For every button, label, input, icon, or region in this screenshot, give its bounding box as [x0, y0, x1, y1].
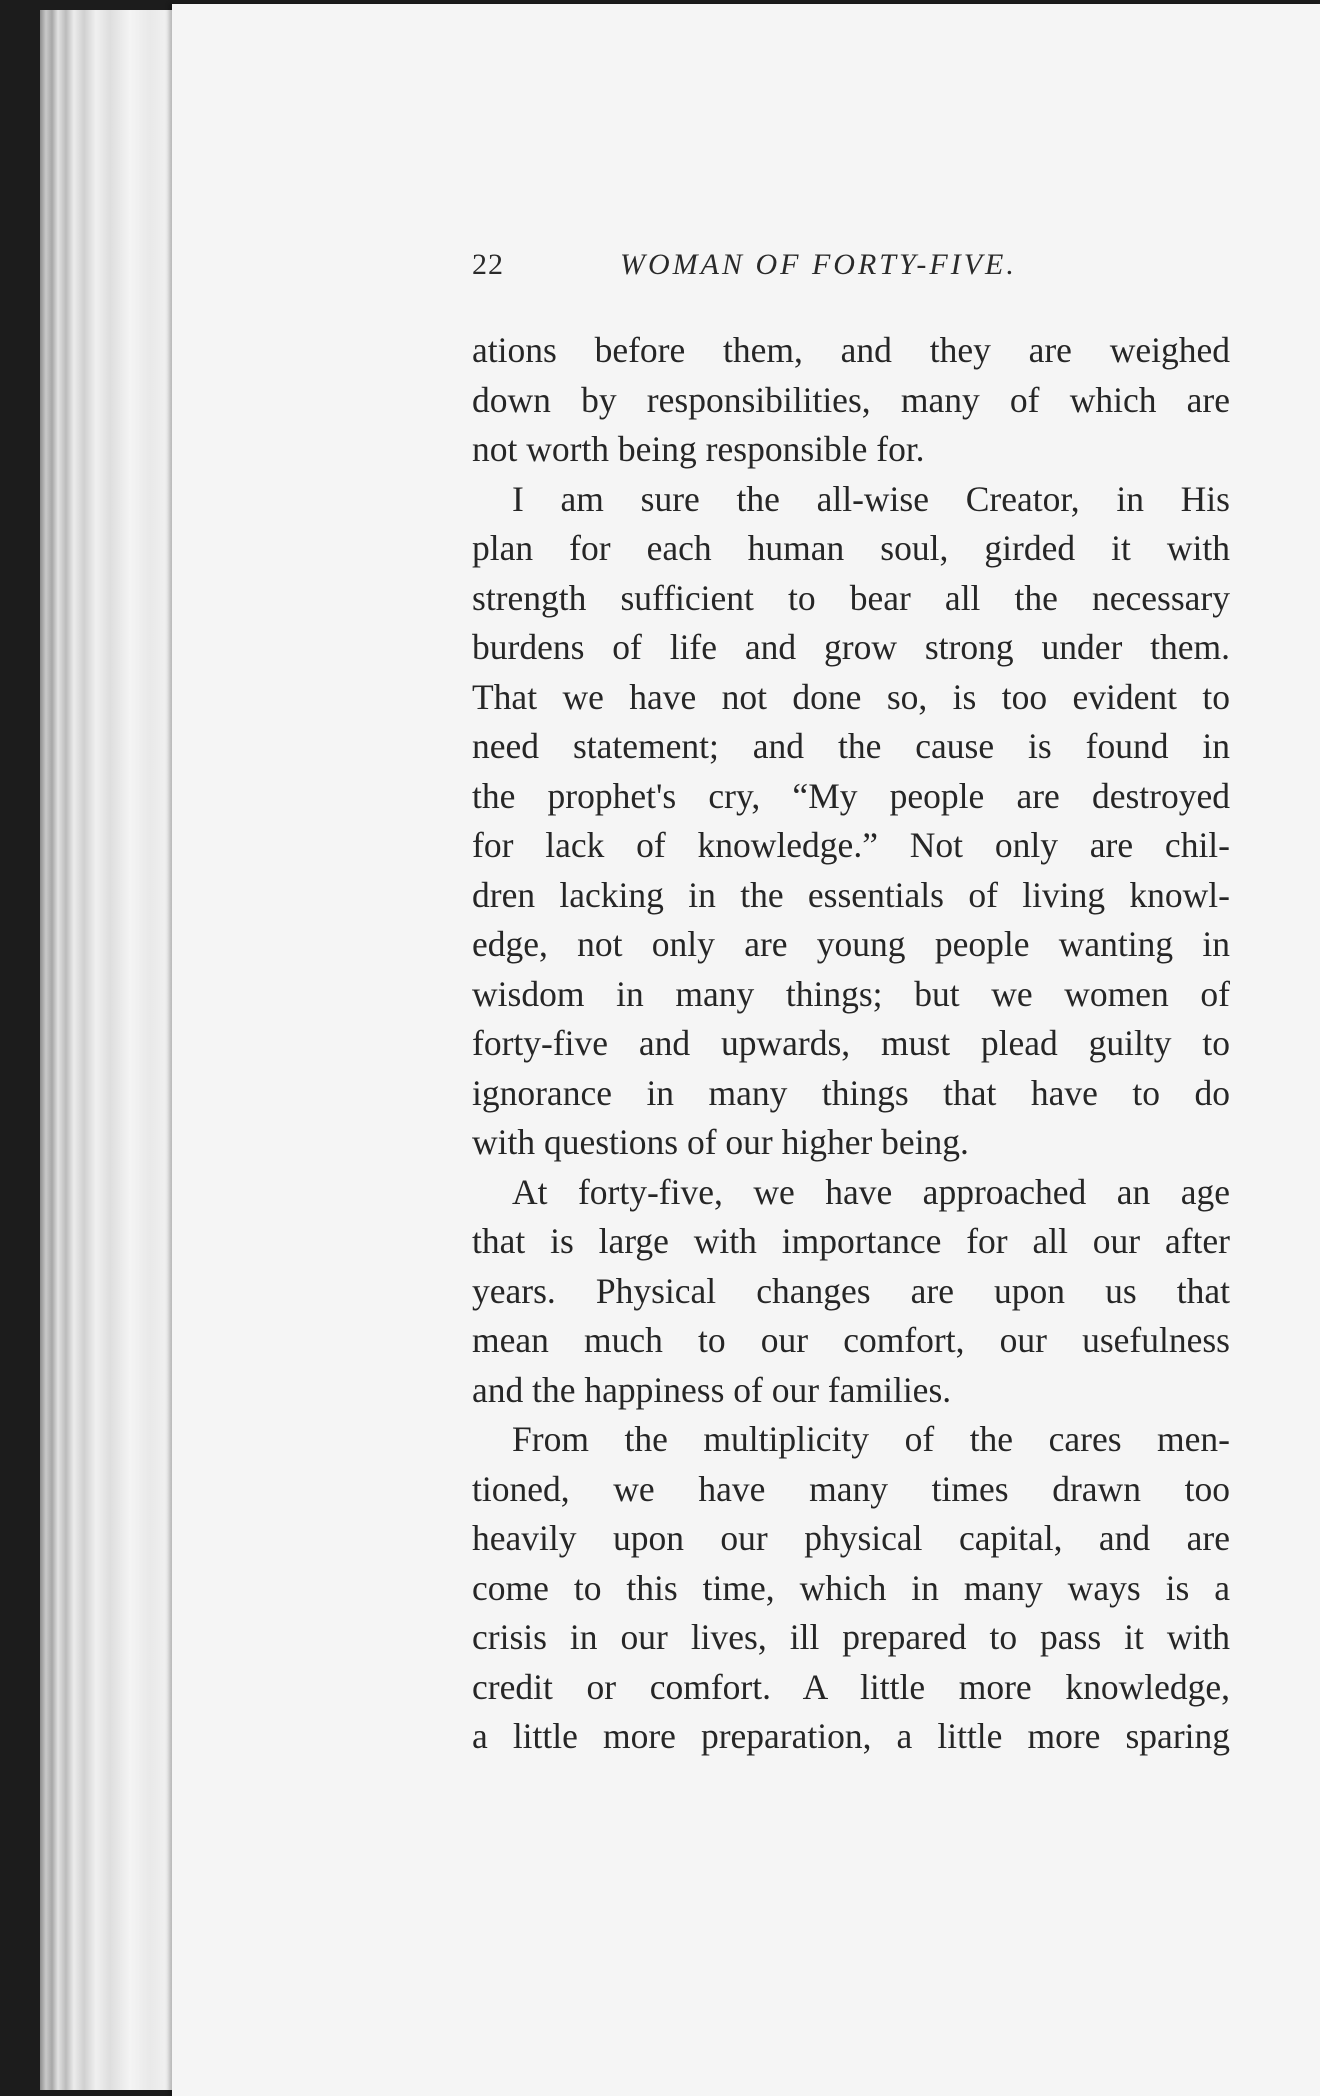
- text-line: tioned, we have many times drawn too: [472, 1468, 1230, 1509]
- paragraph: [472, 1415, 1230, 1762]
- paragraph: [472, 475, 1230, 1168]
- text-line: down by responsibilities, many of which are: [472, 379, 1230, 420]
- text-line: ations before them, and they are weighed: [472, 330, 1230, 370]
- body-text: [472, 326, 1230, 1762]
- text-line: not worth being responsible for.: [472, 429, 925, 469]
- page-number: 22: [472, 248, 504, 281]
- text-line: and the happiness of our families.: [472, 1369, 952, 1410]
- text-line: plan for each human soul, girded it with: [472, 528, 1230, 568]
- text-line: for lack of knowledge.” Not only are chil-: [472, 825, 1230, 865]
- text-line: heavily upon our physical capital, and are: [472, 1518, 1230, 1558]
- paragraph: [472, 1168, 1230, 1416]
- text-line: credit or comfort. A little more knowledge,: [472, 1666, 1230, 1707]
- text-line: the prophet's cry, “My people are destroyed: [472, 775, 1230, 816]
- text-line: That we have not done so, is too evident to: [472, 676, 1230, 717]
- paragraph: [472, 326, 1230, 475]
- text-line: with questions of our higher being.: [472, 1122, 969, 1162]
- text-line: years. Physical changes are upon us that: [472, 1270, 1230, 1311]
- text-line: a little more preparation, a little more sparing: [472, 1716, 1230, 1756]
- text-line: dren lacking in the essentials of living knowl-: [472, 874, 1230, 915]
- text-line: At forty-five, we have approached an age: [512, 1171, 1230, 1212]
- text-line: burdens of life and grow strong under them.: [472, 627, 1230, 667]
- running-head: WOMAN OF FORTY-FIVE.: [620, 248, 1017, 281]
- text-line: edge, not only are young people wanting in: [472, 924, 1230, 964]
- text-line: that is large with importance for all our after: [472, 1221, 1230, 1261]
- text-line: ignorance in many things that have to do: [472, 1072, 1230, 1113]
- text-line: crisis in our lives, ill prepared to pass it with: [472, 1617, 1230, 1657]
- page-edges: [40, 10, 180, 2090]
- text-line: need statement; and the cause is found in: [472, 726, 1230, 766]
- text-line: strength sufficient to bear all the necessary: [472, 577, 1230, 618]
- text-line: I am sure the all-wise Creator, in His: [512, 478, 1230, 519]
- text-line: From the multiplicity of the cares men-: [512, 1419, 1230, 1459]
- page-header: [472, 248, 1252, 292]
- text-line: come to this time, which in many ways is a: [472, 1567, 1230, 1608]
- text-line: wisdom in many things; but we women of: [472, 973, 1230, 1014]
- text-line: mean much to our comfort, our usefulness: [472, 1320, 1230, 1360]
- text-line: forty-five and upwards, must plead guilty to: [472, 1023, 1230, 1063]
